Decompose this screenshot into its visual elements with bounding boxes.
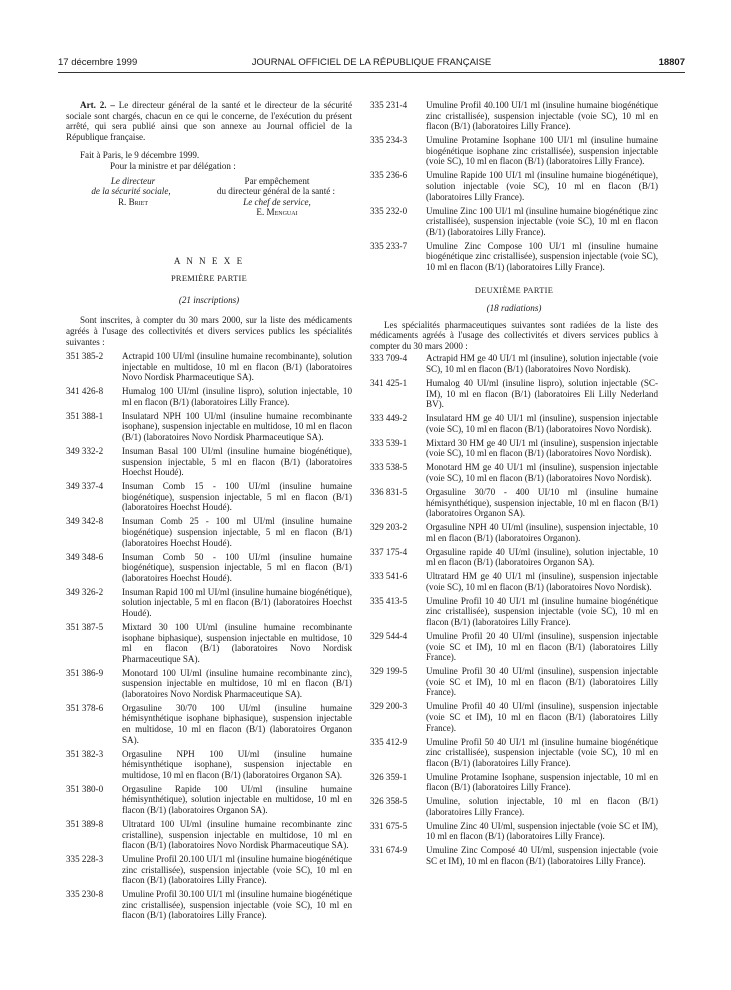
entry-text: Orgasuline Rapide 100 UI/ml (insuline humaine hémisynthétique), solution injectable en multidose, 10 ml en flacon (B/1) (laboratoires Organon SA). (122, 783, 352, 815)
list-item (370, 666, 658, 698)
list-item (370, 353, 658, 374)
list-item (370, 821, 658, 842)
entry-code: 333 539-1 (370, 437, 408, 448)
list-item (66, 889, 352, 921)
entry-text: Umuline Zinc 40 UI/ml, suspension injectable (voie SC et IM), 10 ml en flacon (B/1) (laboratoires Lilly France). (426, 820, 658, 842)
header-rule (58, 72, 685, 73)
entry-code: 333 538-5 (370, 462, 408, 473)
entry-code: 333 709-4 (370, 353, 408, 364)
entry-code: 329 544-4 (370, 631, 408, 641)
entry-text: Mixtard 30 HM ge 40 UI/1 ml (insuline), suspension injectable (voie SC), 10 ml en flacon (B/1) (laboratoires Novo Nordisk). (426, 437, 658, 459)
part1-entries-right (370, 100, 658, 272)
list-item (370, 170, 658, 202)
list-item (370, 571, 658, 592)
entry-text: Monotard 100 UI/ml (insuline humaine recombinante zinc), suspension injectable en multidose, 10 ml en flacon (B/1) (laboratoires Novo Nordisk Pharmaceutique SA). (122, 667, 352, 699)
signature-right-name: E. Menguai (256, 207, 298, 218)
part2-title: DEUXIÈME PARTIE (474, 286, 554, 296)
entry-code: 337 175-4 (370, 546, 408, 557)
entry-code: 326 358-5 (370, 796, 408, 807)
article-label: Art. 2. – (80, 100, 115, 110)
entry-code: 351 388-1 (66, 410, 104, 421)
entry-text: Orgasuline NPH 40 UI/ml (insuline), suspension injectable, 10 ml en flacon (B/1) (laboratoires Organon). (426, 522, 658, 543)
entry-text: Insuman Comb 15 - 100 UI/ml (insuline humaine biogénétique), suspension injectable, 5 ml en flacon (B/1) (laboratoires Hoechst Houdé). (122, 481, 352, 513)
list-item (370, 845, 658, 866)
article-text: Le directeur général de la santé et le directeur de la sécurité sociale sont chargés, chacun en ce qui le concerne, de l'exécution du présent arrêté, qui sera publié ainsi que son annexe au Journal officiel de la République française. (66, 100, 352, 142)
entry-code: 333 449-2 (370, 413, 408, 424)
article-2 (66, 100, 352, 142)
signature-left-line2: de la sécurité sociale, (91, 186, 171, 197)
list-item (370, 378, 658, 410)
entry-text: Umuline Profil 30.100 UI/1 ml (insuline humaine biogénétique zinc cristallisée), suspension injectable (voie SC), 10 ml en flacon (B/1) (laboratoires Lilly France). (122, 889, 352, 921)
entry-text: Insuman Comb 25 - 100 ml UI/ml (insuline humaine biogénétique) suspension injectable, 5 ml en flacon (B/1) (laboratoires Hoechst Houdé). (122, 516, 352, 548)
list-item (66, 668, 352, 700)
list-item (66, 784, 352, 816)
entry-text: Humalog 40 UI/ml (insuline lispro), solution injectable (SC-IM), 10 ml en flacon (B/1) (laboratoires Eli Lilly Nederland BV). (426, 378, 658, 410)
list-item (370, 438, 658, 459)
entry-text: Umuline Profil 30 40 UI/ml (insuline), suspension injectable (voie SC et IM), 10 ml en flacon (B/1) (laboratoires Lilly France). (426, 666, 658, 698)
entry-text: Orgasuline rapide 40 UI/ml (insuline), solution injectable, 10 ml en flacon (B/1) (laboratoires Organon SA). (426, 546, 658, 568)
entry-text: Insuman Basal 100 UI/ml (insuline humaine biogénétique), suspension injectable, 5 ml en flacon (B/1) (laboratoires Hoechst Houdé). (122, 446, 352, 478)
entry-text: Umuline Zinc Compose 100 UI/1 ml (insuline humaine biogénétique zinc cristallisée), suspension injectable (voie SC), 10 ml en flacon (B/1) (laboratoires Lilly France). (426, 240, 658, 272)
list-item (66, 819, 352, 851)
entry-text: Umuline Profil 10 40 UI/1 ml (insuline humaine biogénétique zinc cristallisée), suspension injectable (voie SC), 10 ml en flacon (B/1) (laboratoires Lilly France). (426, 595, 658, 628)
entry-code: 351 382-3 (66, 748, 104, 759)
entry-text: Orgasuline 30/70 100 UI/ml (insuline humaine hémisynthétique isophane biphasique), suspension injectable en multidose, 10 ml en flacon (B/1) (laboratoires Organon SA). (122, 702, 352, 745)
signature-left-name: R. Briet (117, 196, 148, 207)
list-item (66, 481, 352, 513)
part1-title: PREMIÈRE PARTIE (170, 274, 248, 284)
header-date: 17 décembre 1999 (58, 57, 138, 68)
entry-code: 351 389-8 (66, 818, 104, 829)
part2-entries (370, 353, 658, 866)
entry-text: Umuline Rapide 100 UI/1 ml (insuline humaine biogénétique), solution injectable (voie SC), 10 ml en flacon (B/1) (laboratoires Lilly France). (426, 170, 658, 202)
list-item (66, 386, 352, 407)
entry-code: 349 342-8 (66, 516, 104, 527)
list-item (66, 749, 352, 781)
list-item (370, 701, 658, 733)
right-column (370, 100, 658, 870)
list-item (370, 631, 658, 663)
entry-code: 351 380-0 (66, 783, 104, 794)
entry-text: Actrapid HM ge 40 UI/1 ml (insuline), solution injectable (voie SC), 10 ml en flacon (B/1) (laboratoires Novo Nordisk). (426, 353, 658, 375)
list-item (370, 462, 658, 483)
entry-code: 335 236-6 (370, 170, 408, 181)
entry-text: Umuline Protamine Isophane, suspension injectable, 10 ml en flacon (B/1) (laboratoires Lilly France). (426, 771, 658, 793)
entry-code: 335 230-8 (66, 889, 104, 900)
entry-code: 349 337-4 (66, 481, 104, 492)
entry-text: Insulatard NPH 100 UI/ml (insuline humaine recombinante isophane), suspension injectable en multidose, 10 ml en flacon (B/1) (laboratoires Novo Nordisk Pharmaceutique SA). (122, 410, 352, 443)
annex-title: A N N E X E (173, 255, 245, 266)
list-item (66, 587, 352, 619)
entry-code: 333 541-6 (370, 571, 408, 582)
signature-right-line1: Par empêchement (244, 175, 310, 186)
entry-text: Umuline Profil 20 40 UI/ml (insuline), suspension injectable (voie SC et IM), 10 ml en flacon (B/1) (laboratoires Lilly France). (426, 631, 658, 663)
entry-text: Umuline Profil 40.100 UI/1 ml (insuline humaine biogénétique zinc cristallisée), suspension injectable (voie SC), 10 ml en flacon (B/1) (laboratoires Lilly France). (426, 100, 658, 132)
list-item (370, 487, 658, 519)
entry-text: Mixtard 30 100 UI/ml (insuline humaine recombinante isophane biphasique), suspension injectable en multidose, 10 ml en flacon (B/1) (laboratoires Novo Nordisk Pharmaceutique SA). (122, 621, 352, 664)
entry-text: Insuman Comb 50 - 100 UI/ml (insuline humaine biogénétique), suspension injectable, 5 ml en flacon (B/1) (laboratoires Hoechst Houdé). (122, 551, 352, 583)
entry-code: 329 199-5 (370, 666, 408, 677)
list-item (370, 135, 658, 167)
entry-code: 336 831-5 (370, 486, 408, 497)
list-item (370, 596, 658, 628)
part1-entries-left (66, 351, 352, 921)
part2-count: (18 radiations) (486, 303, 542, 314)
entry-code: 331 674-9 (370, 845, 408, 856)
entry-text: Umuline Protamine Isophane 100 UI/1 ml (insuline humaine biogénétique isophane zinc cristallisée), suspension injectable (voie SC), 10 ml en flacon (B/1) (laboratoires Lilly France). (426, 135, 658, 167)
list-item (66, 516, 352, 548)
entry-code: 341 425-1 (370, 378, 408, 389)
list-item (370, 522, 658, 543)
entry-code: 329 200-3 (370, 701, 408, 712)
entry-text: Actrapid 100 UI/ml (insuline humaine recombinante), solution injectable en multidose, 10 ml en flacon (B/1) (laboratoires Novo Nordisk Pharmaceutique SA). (122, 351, 352, 383)
entry-code: 349 348-6 (66, 551, 104, 562)
signature-right-line3: Le chef de service, (243, 196, 311, 207)
entry-text: Orgasuline NPH 100 UI/ml (insuline humaine hémisynthétique isophane), suspension injectable en multidose, 10 ml en flacon (B/1) (laboratoires Organon SA). (122, 748, 352, 780)
page-header (58, 57, 685, 71)
part1-intro: Sont inscrites, à compter du 30 mars 2000, sur la liste des médicaments agréés à l'usage des collectivités et divers services publics les spécialités suivantes : (66, 315, 352, 347)
entry-code: 335 413-5 (370, 595, 408, 606)
list-item (370, 241, 658, 273)
list-item (66, 446, 352, 478)
signature-delegation: Pour la ministre et par délégation : (110, 160, 236, 171)
entry-code: 335 412-9 (370, 736, 408, 747)
list-item (66, 622, 352, 664)
header-journal-title: JOURNAL OFFICIEL DE LA RÉPUBLIQUE FRANÇAISE (251, 57, 492, 68)
list-item (370, 547, 658, 568)
entry-code: 335 228-3 (66, 854, 104, 865)
entry-code: 349 326-2 (66, 586, 104, 597)
entry-text: Orgasuline 30/70 - 400 UI/10 ml (insuline humaine hémisynthétique), suspension injectable, 10 ml en flacon (B/1) (laboratoires Organon SA). (426, 486, 658, 519)
list-item (370, 772, 658, 793)
signature-right-line2: du directeur général de la santé : (216, 186, 336, 197)
list-item (66, 703, 352, 745)
entry-code: 335 234-3 (370, 135, 408, 146)
entry-text: Umuline Profil 20.100 UI/1 ml (insuline humaine biogénétique zinc cristallisée), suspension injectable (voie SC), 10 ml en flacon (B/1) (laboratoires Lilly France). (122, 854, 352, 886)
left-column (66, 100, 352, 924)
header-page-number: 18807 (658, 57, 685, 68)
entry-text: Umuline Profil 50 40 UI/1 ml (insuline humaine biogénétique zinc cristallisée), suspension injectable (voie SC), 10 ml en flacon (B/1) (laboratoires Lilly France). (426, 736, 658, 768)
list-item (66, 351, 352, 383)
list-item (370, 737, 658, 769)
entry-code: 326 359-1 (370, 771, 408, 782)
entry-code: 351 385-2 (66, 351, 104, 362)
entry-code: 351 386-9 (66, 667, 104, 678)
list-item (66, 854, 352, 886)
list-item (370, 100, 658, 132)
entry-text: Umuline, solution injectable, 10 ml en flacon (B/1) (laboratoires Lilly France). (426, 796, 658, 817)
entry-text: Insuman Rapid 100 ml UI/ml (insuline humaine biogénétique), solution injectable, 5 ml en flacon (B/1) (laboratoires Hoechst Houdé). (122, 586, 352, 618)
signature-place-date: Fait à Paris, le 9 décembre 1999. (80, 150, 200, 161)
entry-code: 335 231-4 (370, 100, 408, 110)
signature-block (66, 174, 352, 240)
entry-text: Humalog 100 UI/ml (insuline lispro), solution injectable, 10 ml en flacon (B/1) (laboratoires Lilly France). (122, 386, 352, 407)
list-item (370, 206, 658, 238)
list-item (66, 552, 352, 584)
entry-code: 341 426-8 (66, 386, 104, 397)
part2-intro: Les spécialités pharmaceutiques suivantes sont radiées de la liste des médicaments agréés à l'usage des collectivités et divers services publics à compter du 30 mars 2000 : (370, 319, 658, 351)
list-item (370, 413, 658, 434)
entry-text: Umuline Zinc 100 UI/1 ml (insuline humaine biogénétique zinc cristallisée), suspension injectable (voie SC), 10 ml en flacon (B/1) (laboratoires Lilly France). (426, 205, 658, 237)
entry-text: Umuline Zinc Composé 40 UI/ml, suspension injectable (voie SC et IM), 10 ml en flacon (B/1) (laboratoires Lilly France). (426, 845, 658, 867)
entry-code: 351 378-6 (66, 702, 104, 713)
entry-code: 329 203-2 (370, 522, 408, 533)
entry-code: 331 675-5 (370, 820, 408, 831)
entry-code: 335 232-0 (370, 205, 408, 216)
part1-count: (21 inscriptions) (178, 294, 240, 305)
signature-left-line1: Le directeur (110, 175, 156, 186)
entry-code: 351 387-5 (66, 621, 104, 632)
list-item (66, 411, 352, 443)
entry-code: 335 233-7 (370, 240, 408, 251)
entry-text: Umuline Profil 40 40 UI/ml (insuline), suspension injectable (voie SC et IM), 10 ml en flacon (B/1) (laboratoires Lilly France). (426, 701, 658, 733)
entry-code: 349 332-2 (66, 446, 104, 457)
list-item (370, 796, 658, 817)
entry-text: Ultratard HM ge 40 UI/1 ml (insuline), suspension injectable (voie SC), 10 ml en flacon (B/1) (laboratoires Novo Nordisk). (426, 571, 658, 592)
entry-text: Ultratard 100 UI/ml (insuline humaine recombinante zinc cristalline), suspension injectable en multidose, 10 ml en flacon (B/1) (laboratoires Novo Nordisk Pharmaceutique SA). (122, 818, 352, 851)
entry-text: Insulatard HM ge 40 UI/1 ml (insuline), suspension injectable (voie SC), 10 ml en flacon (B/1) (laboratoires Novo Nordisk). (426, 413, 658, 434)
entry-text: Monotard HM ge 40 UI/1 ml (insuline), suspension injectable (voie SC), 10 ml en flacon (B/1) (laboratoires Novo Nordisk). (426, 462, 658, 483)
